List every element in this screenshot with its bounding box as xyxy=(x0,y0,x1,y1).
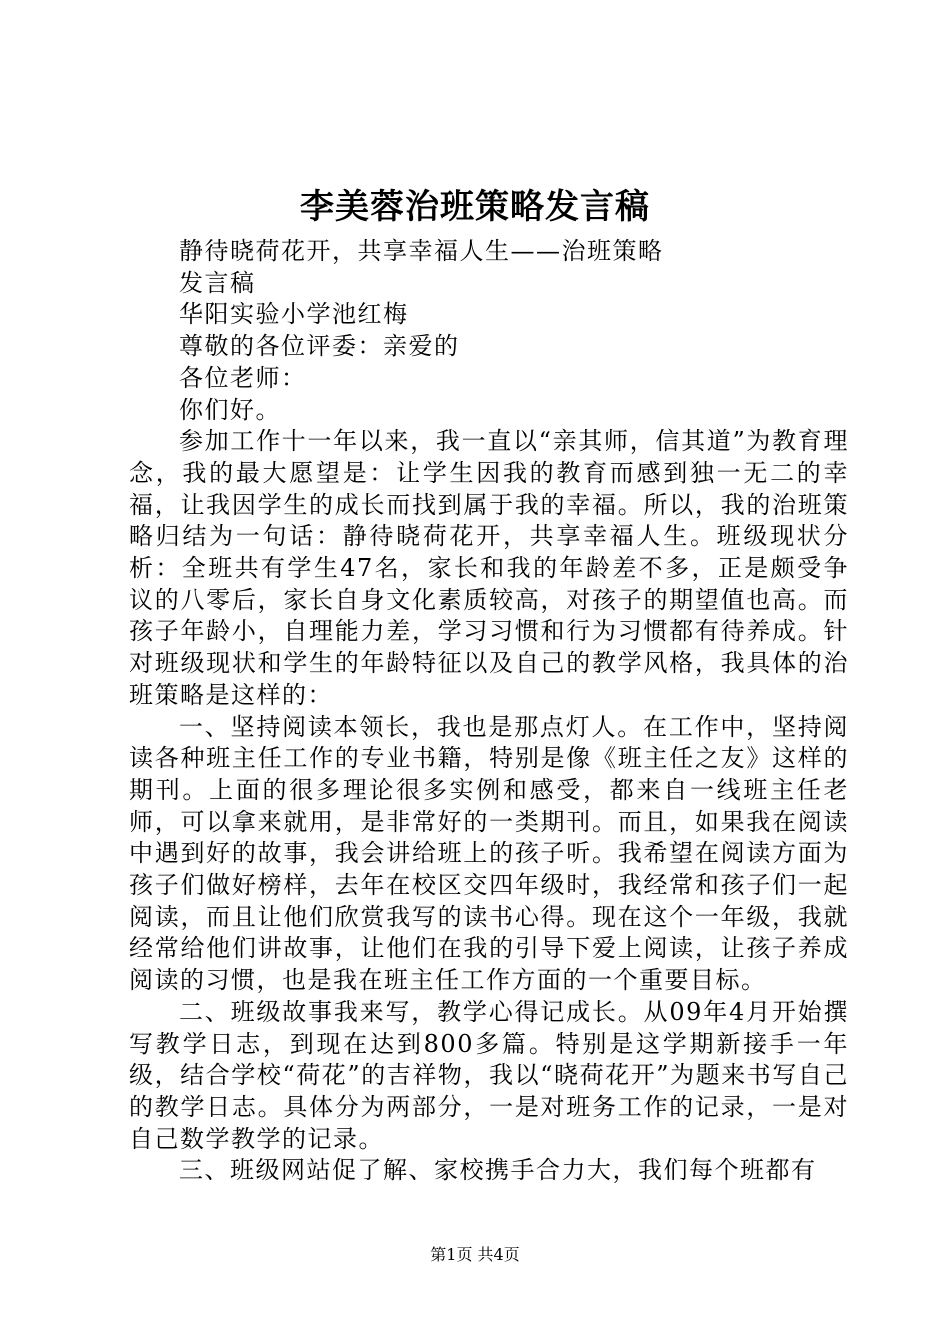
paragraph-intro: 参加工作十一年以来，我一直以“亲其师，信其道”为教育理念，我的最大愿望是：让学生因我的教育而感到独一无二的幸福，让我因学生的成长而找到属于我的幸福。所以，我的治班策略归结为一句话：静待晓荷花开，共享幸福人生。班级现状分析：全班共有学生47名，家长和我的年龄差不多，正是颇受争议的八零后，家长自身文化素质较高，对孩子的期望值也高。而孩子年龄小，自理能力差，学习习惯和行为习惯都有待养成。针对班级现状和学生的年龄特征以及自己的教学风格，我具体的治班策略是这样的： xyxy=(129,427,849,709)
subtitle-line-continued: 发言稿 xyxy=(179,268,256,297)
author-line: 华阳实验小学池红梅 xyxy=(179,300,409,329)
salutation-line-continued: 各位老师： xyxy=(179,363,307,392)
paragraph-strategy-1: 一、坚持阅读本领长，我也是那点灯人。在工作中，坚持阅读各种班主任工作的专业书籍，特别是像《班主任之友》这样的期刊。上面的很多理论很多实例和感受，都来自一线班主任老师，可以拿来就用，是非常好的一类期刊。而且，如果我在阅读中遇到好的故事，我会讲给班上的孩子听。我希望在阅读方面为孩子们做好榜样，去年在校区交四年级时，我经常和孩子们一起阅读，而且让他们欣赏我写的读书心得。现在这个一年级，我就经常给他们讲故事，让他们在我的引导下爱上阅读，让孩子养成阅读的习惯，也是我在班主任工作方面的一个重要目标。 xyxy=(129,712,849,995)
subtitle-line: 静待晓荷花开，共享幸福人生——治班策略 xyxy=(179,237,664,265)
paragraph-strategy-2: 二、班级故事我来写，教学心得记成长。从09年4月开始撰写教学日志，到现在达到800多篇。特别是这学期新接手一年级，结合学校“荷花”的吉祥物，我以“晓荷花开”为题来书写自己的教学日志。具体分为两部分，一是对班务工作的记录，一是对自己数学教学的记录。 xyxy=(129,997,849,1153)
greeting-line: 你们好。 xyxy=(179,395,281,424)
paragraph-strategy-3: 三、班级网站促了解、家校携手合力大，我们每个班都有 xyxy=(179,1156,817,1185)
salutation-line: 尊敬的各位评委：亲爱的 xyxy=(179,332,460,361)
document-title: 李美蓉治班策略发言稿 xyxy=(300,187,650,227)
page-footer: 第1页 共4页 xyxy=(430,1245,520,1264)
document-body xyxy=(129,236,849,1187)
